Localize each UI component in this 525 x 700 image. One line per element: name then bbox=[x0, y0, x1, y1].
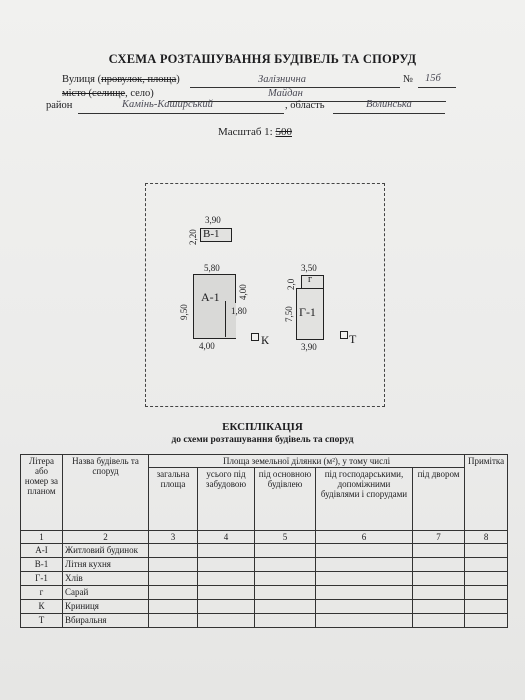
well-label: К bbox=[261, 333, 270, 347]
city-label-struck: місто (селище bbox=[62, 88, 126, 99]
building-g-small-label: г bbox=[308, 274, 313, 285]
building-g-small-width: 3,50 bbox=[301, 263, 317, 273]
region-value: Волинська bbox=[366, 99, 412, 110]
cell bbox=[255, 614, 316, 628]
cell bbox=[316, 572, 413, 586]
cell bbox=[465, 614, 508, 628]
cell bbox=[198, 544, 255, 558]
building-b1-width: 3,90 bbox=[205, 215, 221, 225]
explication-subtitle: до схеми розташування будівель та споруд bbox=[171, 435, 354, 445]
explication-table bbox=[20, 454, 508, 628]
cell bbox=[413, 544, 465, 558]
table-row bbox=[21, 600, 508, 614]
cell bbox=[316, 544, 413, 558]
header-name: Назва будівель та споруд bbox=[63, 455, 149, 531]
number-label: № bbox=[403, 74, 414, 85]
cell bbox=[149, 614, 198, 628]
row-name: Житловий будинок bbox=[63, 544, 149, 558]
col-number: 2 bbox=[63, 531, 149, 544]
district-label: район bbox=[46, 100, 73, 111]
row-letter: Т bbox=[21, 614, 63, 628]
cell bbox=[316, 600, 413, 614]
table-row bbox=[21, 544, 508, 558]
cell bbox=[316, 558, 413, 572]
building-a1-top-dim: 5,80 bbox=[204, 263, 220, 273]
col-number: 4 bbox=[198, 531, 255, 544]
street-label-struck: провулок, площа bbox=[101, 74, 177, 85]
street-value: Залізнична bbox=[258, 74, 306, 85]
header-note: Примітка bbox=[465, 455, 508, 531]
cell bbox=[413, 572, 465, 586]
cell bbox=[465, 600, 508, 614]
cell bbox=[413, 614, 465, 628]
cell bbox=[198, 600, 255, 614]
scale-label-text: Масштаб 1: bbox=[218, 126, 273, 138]
district-value: Камінь-Каширський bbox=[122, 99, 213, 110]
header-area: Площа земельної ділянки (м²), у тому числі bbox=[149, 455, 465, 468]
cell bbox=[465, 558, 508, 572]
row-letter: г bbox=[21, 586, 63, 600]
table-row bbox=[21, 614, 508, 628]
building-b1-depth: 2,20 bbox=[188, 229, 198, 245]
cell bbox=[316, 614, 413, 628]
building-g-small-depth: 2,0 bbox=[286, 278, 296, 290]
row-letter: В-1 bbox=[21, 558, 63, 572]
scale-label bbox=[218, 126, 292, 138]
column-number-row bbox=[21, 531, 508, 544]
cell bbox=[198, 586, 255, 600]
header-total: загальна площа bbox=[149, 468, 198, 531]
building-a1-bottom-dim: 4,00 bbox=[199, 341, 215, 351]
table-row bbox=[21, 558, 508, 572]
region-label: , область bbox=[285, 100, 325, 111]
building-a1-step-dim: 1,80 bbox=[231, 306, 247, 316]
cell bbox=[413, 586, 465, 600]
row-name: Вбиральня bbox=[63, 614, 149, 628]
building-a1-step bbox=[225, 301, 226, 337]
col-number: 1 bbox=[21, 531, 63, 544]
building-b1-label: В-1 bbox=[203, 228, 220, 240]
cell bbox=[149, 544, 198, 558]
well-marker bbox=[251, 333, 259, 341]
header-main: під основною будівлею bbox=[255, 468, 316, 531]
col-number: 8 bbox=[465, 531, 508, 544]
explication-title: ЕКСПЛІКАЦІЯ bbox=[222, 421, 303, 433]
street-label bbox=[62, 74, 180, 85]
header-built: усього під забудовою bbox=[198, 468, 255, 531]
cell bbox=[255, 572, 316, 586]
cell bbox=[255, 544, 316, 558]
cell bbox=[465, 544, 508, 558]
building-g1-label: Г-1 bbox=[299, 305, 316, 319]
header-aux: під господарськими, допоміжними будівлями і спорудами bbox=[316, 468, 413, 531]
cell bbox=[465, 572, 508, 586]
table-header-row bbox=[21, 455, 508, 468]
cell bbox=[149, 558, 198, 572]
cell bbox=[413, 600, 465, 614]
col-number: 7 bbox=[413, 531, 465, 544]
city-value: Майдан bbox=[268, 88, 303, 99]
page-title: СХЕМА РОЗТАШУВАННЯ БУДІВЕЛЬ ТА СПОРУД bbox=[108, 52, 417, 66]
cell bbox=[149, 600, 198, 614]
cell bbox=[465, 586, 508, 600]
col-number: 6 bbox=[316, 531, 413, 544]
street-label-text: Вулиця ( bbox=[62, 74, 102, 85]
cell bbox=[316, 586, 413, 600]
city-label bbox=[62, 88, 154, 99]
header-yard: під двором bbox=[413, 468, 465, 531]
cell bbox=[255, 600, 316, 614]
building-a1-side-dim: 9,50 bbox=[179, 304, 189, 320]
cell bbox=[198, 558, 255, 572]
row-name: Літня кухня bbox=[63, 558, 149, 572]
row-name: Сарай bbox=[63, 586, 149, 600]
building-a1-inner-dim: 4,00 bbox=[238, 284, 248, 300]
row-name: Хлів bbox=[63, 572, 149, 586]
row-name: Криниця bbox=[63, 600, 149, 614]
city-label-text: , село) bbox=[125, 88, 154, 99]
col-number: 3 bbox=[149, 531, 198, 544]
cell bbox=[198, 614, 255, 628]
header-letter: Літера або номер за планом bbox=[21, 455, 63, 531]
row-letter: К bbox=[21, 600, 63, 614]
cell bbox=[255, 558, 316, 572]
street-label-close: ) bbox=[176, 74, 180, 85]
building-a1-label: А-1 bbox=[201, 290, 220, 304]
table-row bbox=[21, 586, 508, 600]
site-plan-boundary bbox=[145, 183, 385, 407]
cell bbox=[198, 572, 255, 586]
table-row bbox=[21, 572, 508, 586]
toilet-label: Т bbox=[349, 332, 357, 346]
scale-value: 500 bbox=[275, 126, 292, 138]
cell bbox=[149, 572, 198, 586]
col-number: 5 bbox=[255, 531, 316, 544]
building-g1-bottom-dim: 3,90 bbox=[301, 342, 317, 352]
cell bbox=[149, 586, 198, 600]
row-letter: А-І bbox=[21, 544, 63, 558]
row-letter: Г-1 bbox=[21, 572, 63, 586]
building-g1-depth: 7,50 bbox=[284, 306, 294, 322]
number-value: 15б bbox=[425, 73, 441, 84]
cell bbox=[255, 586, 316, 600]
cell bbox=[413, 558, 465, 572]
toilet-marker bbox=[340, 331, 348, 339]
building-a1-wing bbox=[220, 274, 236, 303]
